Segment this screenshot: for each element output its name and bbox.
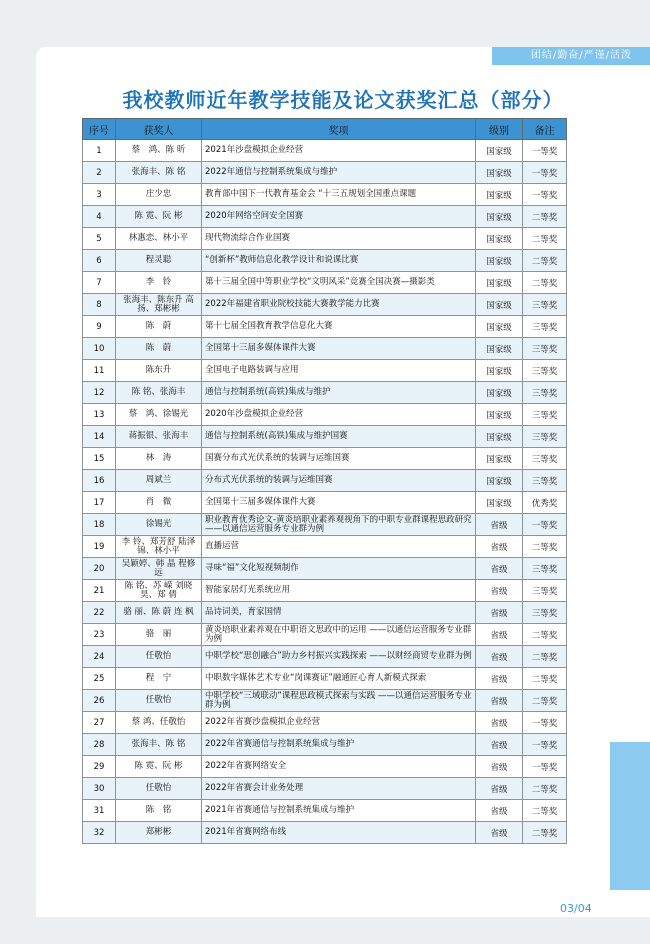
award-title: 中职学校“三域联动”课程思政模式探索与实践 ——以通信运营服务专业群为例 bbox=[202, 690, 476, 712]
award-title: 2022年省赛网络安全 bbox=[202, 756, 476, 778]
award-grade: 二等奖 bbox=[523, 272, 567, 294]
winner-name: 陈东升 bbox=[116, 360, 202, 382]
award-level: 省级 bbox=[476, 822, 523, 844]
table-row bbox=[83, 316, 567, 338]
row-number: 7 bbox=[83, 272, 116, 294]
award-level: 省级 bbox=[476, 690, 523, 712]
winner-name: 蔡 鸿、陈 昕 bbox=[116, 140, 202, 162]
winner-name: 蒋振银、张海丰 bbox=[116, 426, 202, 448]
award-grade: 二等奖 bbox=[523, 624, 567, 646]
award-title: 第十三届全国中等职业学校“文明风采”竞赛全国决赛—摄影类 bbox=[202, 272, 476, 294]
header-no: 序号 bbox=[83, 119, 116, 140]
award-grade: 三等奖 bbox=[523, 360, 567, 382]
table-row bbox=[83, 800, 567, 822]
table-row bbox=[83, 294, 567, 316]
table-row bbox=[83, 778, 567, 800]
row-number: 14 bbox=[83, 426, 116, 448]
award-level: 省级 bbox=[476, 624, 523, 646]
table-row bbox=[83, 624, 567, 646]
table-row bbox=[83, 360, 567, 382]
row-number: 28 bbox=[83, 734, 116, 756]
award-level: 国家级 bbox=[476, 250, 523, 272]
table-row bbox=[83, 470, 567, 492]
award-title: 2020年沙盘模拟企业经营 bbox=[202, 404, 476, 426]
award-level: 国家级 bbox=[476, 162, 523, 184]
winner-name: 张海丰、陈东升 高 扬、郑彬彬 bbox=[116, 294, 202, 316]
row-number: 26 bbox=[83, 690, 116, 712]
award-grade: 二等奖 bbox=[523, 536, 567, 558]
winner-name: 任敬怡 bbox=[116, 646, 202, 668]
table-row bbox=[83, 822, 567, 844]
award-title: “创新杯”教师信息化教学设计和说课比赛 bbox=[202, 250, 476, 272]
row-number: 16 bbox=[83, 470, 116, 492]
row-number: 29 bbox=[83, 756, 116, 778]
winner-name: 程灵聪 bbox=[116, 250, 202, 272]
award-grade: 三等奖 bbox=[523, 580, 567, 602]
award-level: 国家级 bbox=[476, 470, 523, 492]
table-row bbox=[83, 140, 567, 162]
award-grade: 二等奖 bbox=[523, 206, 567, 228]
table-header-row bbox=[83, 119, 567, 140]
award-level: 省级 bbox=[476, 734, 523, 756]
side-decoration bbox=[610, 742, 650, 890]
award-title: 智能家居灯光系统应用 bbox=[202, 580, 476, 602]
award-level: 国家级 bbox=[476, 140, 523, 162]
award-grade: 三等奖 bbox=[523, 294, 567, 316]
award-level: 省级 bbox=[476, 580, 523, 602]
table-row bbox=[83, 492, 567, 514]
table-row bbox=[83, 712, 567, 734]
row-number: 21 bbox=[83, 580, 116, 602]
award-title: 教育部中国下一代教育基金会 “十三五规划全国重点课题 bbox=[202, 184, 476, 206]
award-level: 国家级 bbox=[476, 316, 523, 338]
table-row bbox=[83, 756, 567, 778]
award-grade: 一等奖 bbox=[523, 162, 567, 184]
award-grade: 二等奖 bbox=[523, 668, 567, 690]
table-row bbox=[83, 228, 567, 250]
winner-name: 陈 霓、阮 彬 bbox=[116, 206, 202, 228]
winner-name: 陈 霓、阮 彬 bbox=[116, 756, 202, 778]
row-number: 19 bbox=[83, 536, 116, 558]
winner-name: 骆 丽 bbox=[116, 624, 202, 646]
award-level: 国家级 bbox=[476, 294, 523, 316]
winner-name: 郑彬彬 bbox=[116, 822, 202, 844]
award-grade: 一等奖 bbox=[523, 514, 567, 536]
award-level: 省级 bbox=[476, 536, 523, 558]
award-level: 国家级 bbox=[476, 360, 523, 382]
page-title: 我校教师近年教学技能及论文获奖汇总（部分） bbox=[122, 88, 564, 112]
row-number: 24 bbox=[83, 646, 116, 668]
award-title: 全国第十三届多媒体课件大赛 bbox=[202, 338, 476, 360]
award-title: 全国电子电路装调与应用 bbox=[202, 360, 476, 382]
award-title: 2021年沙盘模拟企业经营 bbox=[202, 140, 476, 162]
table-row bbox=[83, 404, 567, 426]
award-grade: 二等奖 bbox=[523, 778, 567, 800]
award-level: 国家级 bbox=[476, 426, 523, 448]
table-row bbox=[83, 536, 567, 558]
award-grade: 三等奖 bbox=[523, 470, 567, 492]
award-title: 中职数字媒体艺术专业“岗课赛证”融通匠心育人新模式探索 bbox=[202, 668, 476, 690]
row-number: 15 bbox=[83, 448, 116, 470]
winner-name: 骆 丽、陈 蔚 连 枫 bbox=[116, 602, 202, 624]
award-title: 全国第十三届多媒体课件大赛 bbox=[202, 492, 476, 514]
award-grade: 二等奖 bbox=[523, 800, 567, 822]
award-grade: 二等奖 bbox=[523, 646, 567, 668]
winner-name: 徐锡光 bbox=[116, 514, 202, 536]
table-row bbox=[83, 580, 567, 602]
winner-name: 林 涛 bbox=[116, 448, 202, 470]
row-number: 20 bbox=[83, 558, 116, 580]
row-number: 25 bbox=[83, 668, 116, 690]
winner-name: 陈 蔚 bbox=[116, 316, 202, 338]
award-title: 分布式光伏系统的装调与运维国赛 bbox=[202, 470, 476, 492]
table-row bbox=[83, 558, 567, 580]
award-level: 省级 bbox=[476, 668, 523, 690]
award-grade: 三等奖 bbox=[523, 338, 567, 360]
winner-name: 周斌兰 bbox=[116, 470, 202, 492]
winner-name: 陈 铭、苏 嵘 刘晓昊、郑 倩 bbox=[116, 580, 202, 602]
table-row bbox=[83, 690, 567, 712]
award-level: 省级 bbox=[476, 514, 523, 536]
winner-name: 蔡 鸿、徐锡光 bbox=[116, 404, 202, 426]
award-title: 通信与控制系统(高铁)集成与维护国赛 bbox=[202, 426, 476, 448]
winner-name: 任敬怡 bbox=[116, 690, 202, 712]
award-level: 省级 bbox=[476, 712, 523, 734]
table-row bbox=[83, 338, 567, 360]
award-title: 黄炎培职业素养观在中职语文思政中的运用 ——以通信运营服务专业群为例 bbox=[202, 624, 476, 646]
row-number: 13 bbox=[83, 404, 116, 426]
table-row bbox=[83, 734, 567, 756]
header-award: 奖项 bbox=[202, 119, 476, 140]
award-grade: 三等奖 bbox=[523, 382, 567, 404]
award-level: 省级 bbox=[476, 558, 523, 580]
table-row bbox=[83, 382, 567, 404]
winner-name: 李 铃、郑芳舒 陆泽锦、林小平 bbox=[116, 536, 202, 558]
winner-name: 张海丰、陈 铭 bbox=[116, 162, 202, 184]
table-row bbox=[83, 272, 567, 294]
header-level: 级别 bbox=[476, 119, 523, 140]
table-row bbox=[83, 250, 567, 272]
table-row bbox=[83, 646, 567, 668]
award-title: 2022年福建省职业院校技能大赛教学能力比赛 bbox=[202, 294, 476, 316]
award-title: 2022年通信与控制系统集成与维护 bbox=[202, 162, 476, 184]
row-number: 30 bbox=[83, 778, 116, 800]
row-number: 10 bbox=[83, 338, 116, 360]
row-number: 17 bbox=[83, 492, 116, 514]
row-number: 8 bbox=[83, 294, 116, 316]
award-level: 国家级 bbox=[476, 206, 523, 228]
award-grade: 一等奖 bbox=[523, 140, 567, 162]
table-row bbox=[83, 448, 567, 470]
award-level: 国家级 bbox=[476, 404, 523, 426]
header-name: 获奖人 bbox=[116, 119, 202, 140]
award-title: 职业教育优秀论文-黄炎培职业素养观视角下的中职专业群课程思政研究——以通信运营服务专业群为例 bbox=[202, 514, 476, 536]
winner-name: 肖 微 bbox=[116, 492, 202, 514]
award-title: 第十七届全国教育教学信息化大赛 bbox=[202, 316, 476, 338]
table-row bbox=[83, 426, 567, 448]
table-row bbox=[83, 602, 567, 624]
table-row bbox=[83, 514, 567, 536]
table-row bbox=[83, 162, 567, 184]
winner-name: 程 宁 bbox=[116, 668, 202, 690]
row-number: 1 bbox=[83, 140, 116, 162]
award-grade: 二等奖 bbox=[523, 228, 567, 250]
motto-tab: 团结/勤奋/严谨/活泼 bbox=[492, 47, 650, 65]
award-grade: 一等奖 bbox=[523, 712, 567, 734]
award-grade: 一等奖 bbox=[523, 756, 567, 778]
award-grade: 优秀奖 bbox=[523, 492, 567, 514]
award-title: 2021年省赛网络布线 bbox=[202, 822, 476, 844]
row-number: 9 bbox=[83, 316, 116, 338]
award-title: 寻味“福”文化短视频制作 bbox=[202, 558, 476, 580]
row-number: 32 bbox=[83, 822, 116, 844]
table-row bbox=[83, 184, 567, 206]
award-grade: 三等奖 bbox=[523, 316, 567, 338]
award-grade: 三等奖 bbox=[523, 448, 567, 470]
award-grade: 三等奖 bbox=[523, 602, 567, 624]
row-number: 22 bbox=[83, 602, 116, 624]
row-number: 18 bbox=[83, 514, 116, 536]
row-number: 23 bbox=[83, 624, 116, 646]
award-grade: 三等奖 bbox=[523, 426, 567, 448]
winner-name: 吴颖婷、韩 晶 程修远 bbox=[116, 558, 202, 580]
row-number: 5 bbox=[83, 228, 116, 250]
winner-name: 张海丰、陈 铭 bbox=[116, 734, 202, 756]
row-number: 31 bbox=[83, 800, 116, 822]
award-level: 省级 bbox=[476, 778, 523, 800]
award-level: 省级 bbox=[476, 646, 523, 668]
award-level: 国家级 bbox=[476, 338, 523, 360]
award-level: 国家级 bbox=[476, 228, 523, 250]
award-title: 现代物流综合作业国赛 bbox=[202, 228, 476, 250]
award-title: 2022年省赛沙盘模拟企业经营 bbox=[202, 712, 476, 734]
award-title: 直播运营 bbox=[202, 536, 476, 558]
award-level: 国家级 bbox=[476, 492, 523, 514]
winner-name: 陈 铭 bbox=[116, 800, 202, 822]
table-row bbox=[83, 206, 567, 228]
award-grade: 三等奖 bbox=[523, 558, 567, 580]
award-grade: 三等奖 bbox=[523, 404, 567, 426]
award-grade: 一等奖 bbox=[523, 734, 567, 756]
award-title: 通信与控制系统(高铁)集成与维护 bbox=[202, 382, 476, 404]
header-grade: 备注 bbox=[523, 119, 567, 140]
award-title: 国赛分布式光伏系统的装调与运维国赛 bbox=[202, 448, 476, 470]
winner-name: 任敬怡 bbox=[116, 778, 202, 800]
row-number: 4 bbox=[83, 206, 116, 228]
award-grade: 二等奖 bbox=[523, 250, 567, 272]
award-level: 省级 bbox=[476, 800, 523, 822]
row-number: 6 bbox=[83, 250, 116, 272]
award-title: 2020年网络空间安全国赛 bbox=[202, 206, 476, 228]
table-row bbox=[83, 668, 567, 690]
page-number: 03/04 bbox=[560, 902, 592, 915]
row-number: 2 bbox=[83, 162, 116, 184]
award-level: 国家级 bbox=[476, 184, 523, 206]
winner-name: 李 铃 bbox=[116, 272, 202, 294]
winner-name: 陈 蔚 bbox=[116, 338, 202, 360]
award-level: 国家级 bbox=[476, 272, 523, 294]
winner-name: 林惠恋、林小平 bbox=[116, 228, 202, 250]
award-level: 国家级 bbox=[476, 448, 523, 470]
award-grade: 二等奖 bbox=[523, 690, 567, 712]
winner-name: 蔡 鸿、任敬怡 bbox=[116, 712, 202, 734]
row-number: 27 bbox=[83, 712, 116, 734]
award-level: 国家级 bbox=[476, 382, 523, 404]
winner-name: 庄少忠 bbox=[116, 184, 202, 206]
award-grade: 二等奖 bbox=[523, 822, 567, 844]
award-level: 省级 bbox=[476, 756, 523, 778]
award-title: 中职学校“思创融合”助力乡村振兴实践探索 ——以财经商贸专业群为例 bbox=[202, 646, 476, 668]
award-title: 2022年省赛通信与控制系统集成与维护 bbox=[202, 734, 476, 756]
row-number: 11 bbox=[83, 360, 116, 382]
winner-name: 陈 铭、张海丰 bbox=[116, 382, 202, 404]
award-grade: 一等奖 bbox=[523, 184, 567, 206]
award-title: 品诗词美，育家国情 bbox=[202, 602, 476, 624]
awards-table bbox=[82, 118, 567, 844]
row-number: 12 bbox=[83, 382, 116, 404]
award-level: 省级 bbox=[476, 602, 523, 624]
award-title: 2022年省赛会计业务处理 bbox=[202, 778, 476, 800]
row-number: 3 bbox=[83, 184, 116, 206]
award-title: 2021年省赛通信与控制系统集成与维护 bbox=[202, 800, 476, 822]
